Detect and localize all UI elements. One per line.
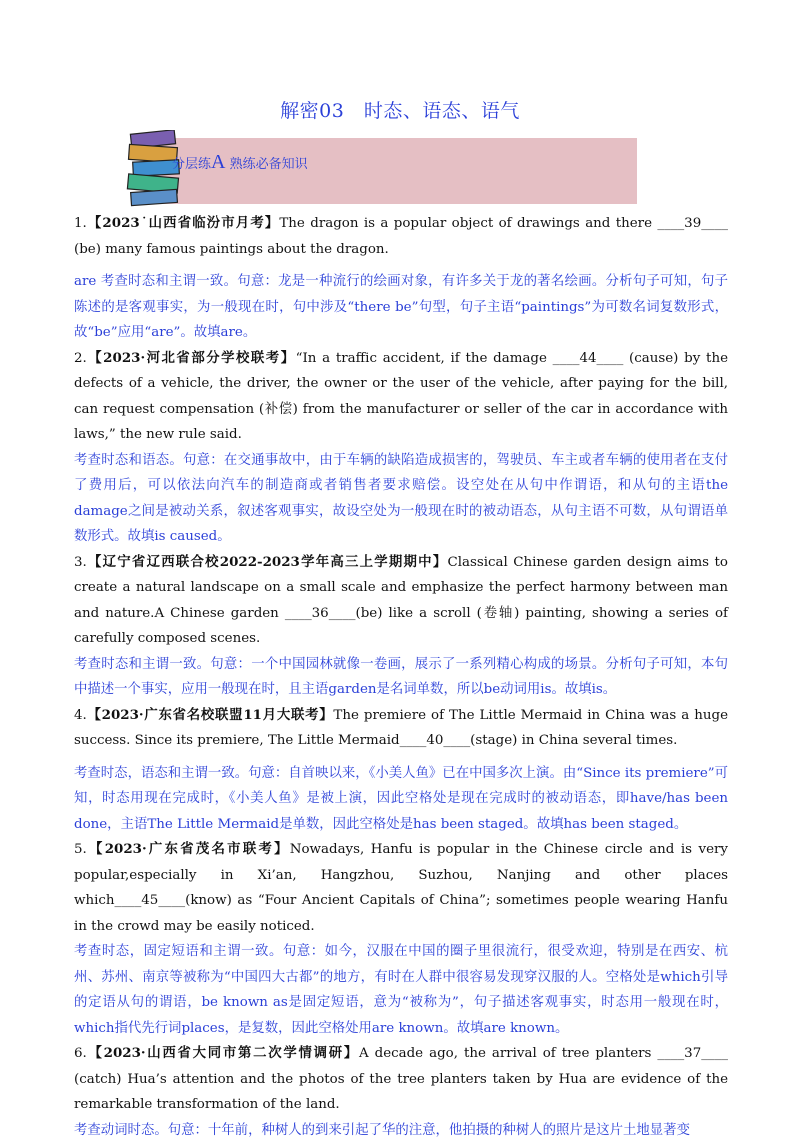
question-1 xyxy=(74,211,728,262)
question-number: 3. xyxy=(74,555,87,570)
question-4 xyxy=(74,703,728,754)
banner-prefix: 分层练 xyxy=(172,157,211,172)
answer-2: 考查时态和语态。句意：在交通事故中，由于车辆的缺陷造成损害的，驾驶员、车主或者车辆的使用者在支付了费用后，可以依法向汽车的制造商或者销售者要求赔偿。设空处在从句中作谓语，和从句的主语the damage之间是被动关系，叙述客观事实，故设空处为一般现在时的被动语态，从句主语不可数，从句谓语单数形式。故填is caused。 xyxy=(74,448,728,550)
question-number: 1. xyxy=(74,216,87,231)
question-number: 5. xyxy=(74,842,87,857)
answer-4: 考查时态，语态和主谓一致。句意：自首映以来，《小美人鱼》已在中国多次上演。由“Since its premiere”可知，时态用现在完成时，《小美人鱼》是被上演，因此空格处是现在完成时的被动语态，即have/has been done，主语The Little Mermaid是单数，因此空格处是has been staged。故填has been staged。 xyxy=(74,761,728,838)
question-number: 4. xyxy=(74,708,87,723)
question-source: 【2023·广东省名校联盟11月大联考】 xyxy=(87,707,334,723)
answer-3: 考查时态和主谓一致。句意：一个中国园林就像一卷画，展示了一系列精心构成的场景。分析句子可知，本句中描述一个事实，应用一般现在时，且主语garden是名词单数，所以be动词用is。故填is。 xyxy=(74,652,728,703)
question-source: 【2023·广东省茂名市联考】 xyxy=(87,841,290,857)
page-title: 解密03 时态、语态、语气 xyxy=(0,96,800,123)
question-number: 6. xyxy=(74,1046,87,1061)
question-text: The premiere of The Little Mermaid in China was a huge success. Since its premiere, The Little Mermaid____40____(stage) in China several times. xyxy=(74,708,728,749)
question-source: 【2023·山西省大同市第二次学情调研】 xyxy=(87,1045,359,1061)
question-3 xyxy=(74,550,728,652)
banner-text: 熟练必备知识 xyxy=(230,157,308,172)
question-text: Nowadays, Hanfu is popular in the Chinese circle and is very popular,especially in Xi’an, Hangzhou, Suzhou, Nanjing and other places which____45____(know) as “Four Ancient Capitals of China”; sometimes people wearing Hanfu in the crowd may be easily noticed. xyxy=(74,842,728,934)
answer-6: 考查动词时态。句意：十年前，种树人的到来引起了华的注意，他拍摄的种树人的照片是这片土地显著变 xyxy=(74,1118,728,1143)
question-text: The dragon is a popular object of drawings and there ____39____ (be) many famous paintings about the dragon. xyxy=(74,216,728,257)
question-list xyxy=(74,211,728,1143)
question-2 xyxy=(74,346,728,448)
banner-letter: A xyxy=(211,151,225,173)
question-text: A decade ago, the arrival of tree planters ____37____ (catch) Hua’s attention and the photos of the tree planters taken by Hua are evidence of the remarkable transformation of the land. xyxy=(74,1046,728,1112)
question-source: 【2023·河北省部分学校联考】 xyxy=(87,350,296,366)
banner-label xyxy=(172,151,308,174)
question-text: Classical Chinese garden design aims to create a natural landscape on a small scale and emphasize the perfect harmony between man and nature.A Chinese garden ____36____(be) like a scroll (卷轴) painting, showing a series of carefully composed scenes. xyxy=(74,555,728,647)
question-number: 2. xyxy=(74,351,87,366)
answer-5: 考查时态，固定短语和主谓一致。句意：如今，汉服在中国的圈子里很流行，很受欢迎，特别是在西安、杭州、苏州、南京等被称为“中国四大古都”的地方，有时在人群中很容易发现穿汉服的人。空格处是which引导的定语从句的谓语，be known as是固定短语，意为“被称为”，句子描述客观事实，时态用一般现在时，which指代先行词places，是复数，因此空格处用are known。故填are known。 xyxy=(74,939,728,1041)
question-source: 【辽宁省辽西联合校2022-2023学年高三上学期期中】 xyxy=(87,554,448,570)
question-5 xyxy=(74,837,728,939)
answer-1: are 考查时态和主谓一致。句意：龙是一种流行的绘画对象，有许多关于龙的著名绘画。分析句子可知，句子陈述的是客观事实，为一般现在时，句中涉及“there be”句型，句子主语“paintings”为可数名词复数形式，故“be”应用“are”。故填are。 xyxy=(74,269,728,346)
question-6 xyxy=(74,1041,728,1118)
question-source: 【2023˙山西省临汾市月考】 xyxy=(87,215,280,231)
question-text: “In a traffic accident, if the damage ____44____ (cause) by the defects of a vehicle, the driver, the owner or the user of the vehicle, after paying for the bill, can request compensation (补偿) from the manufacturer or seller of the car in accordance with laws,” the new rule said. xyxy=(74,351,728,443)
